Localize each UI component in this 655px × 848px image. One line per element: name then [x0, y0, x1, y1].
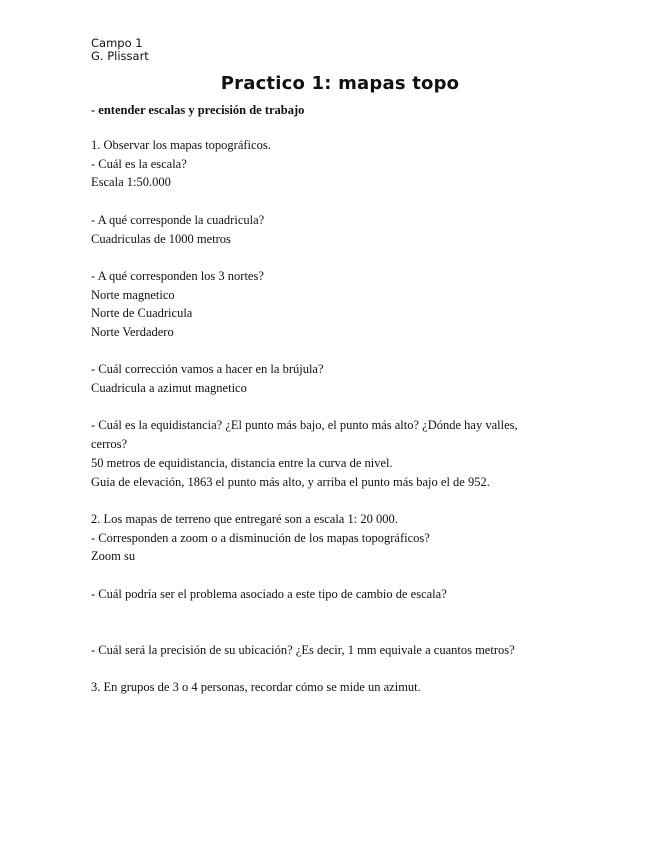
author-name: G. Plissart: [91, 49, 149, 63]
page-title: Practico 1: mapas topo: [220, 73, 460, 94]
question-problema: - Cuál podría ser el problema asociado a este tipo de cambio de escala?: [91, 586, 447, 601]
answer-correccion: Cuadricula a azimut magnetico: [91, 381, 247, 396]
answer-equidistancia-line-2: Guia de elevación, 1863 el punto más alto, y arriba el punto más bajo el de 952.: [91, 474, 490, 489]
answer-cuadricula: Cuadriculas de 1000 metros: [91, 231, 231, 246]
question-equidistancia-line-1: - Cuál es la equidistancia? ¿El punto más bajo, el punto más alto? ¿Dónde hay valles,: [91, 418, 518, 433]
answer-zoom: Zoom su: [91, 549, 136, 564]
question-zoom: - Corresponden a zoom o a disminución de los mapas topográficos?: [91, 530, 430, 545]
section-3-intro: 3. En grupos de 3 o 4 personas, recordar cómo se mide un azimut.: [91, 680, 421, 695]
answer-norte-magnetico: Norte magnetico: [91, 287, 175, 302]
section-2-intro: 2. Los mapas de terreno que entregaré son a escala 1: 20 000.: [91, 511, 398, 526]
question-nortes: - A qué corresponden los 3 nortes?: [91, 268, 264, 283]
answer-escala: Escala 1:50.000: [91, 175, 171, 190]
section-1-intro: 1. Observar los mapas topográficos.: [91, 138, 271, 152]
document-page: [91, 37, 561, 697]
answer-equidistancia-line-1: 50 metros de equidistancia, distancia entre la curva de nivel.: [91, 455, 393, 470]
question-cuadricula: - A qué corresponde la cuadricula?: [91, 212, 265, 227]
answer-norte-cuadricula: Norte de Cuadricula: [91, 306, 193, 321]
question-precision: - Cuál será la precisión de su ubicación? ¿Es decir, 1 mm equivale a cuantos metros?: [91, 642, 515, 657]
page-subtitle: - entender escalas y precisión de trabajo: [91, 103, 305, 117]
answer-norte-verdadero: Norte Verdadero: [91, 325, 174, 339]
question-correccion: - Cuál corrección vamos a hacer en la brújula?: [91, 362, 324, 377]
question-equidistancia-line-2: cerros?: [91, 437, 128, 452]
course-name: Campo 1: [91, 36, 143, 50]
question-escala: - Cuál es la escala?: [91, 156, 187, 171]
